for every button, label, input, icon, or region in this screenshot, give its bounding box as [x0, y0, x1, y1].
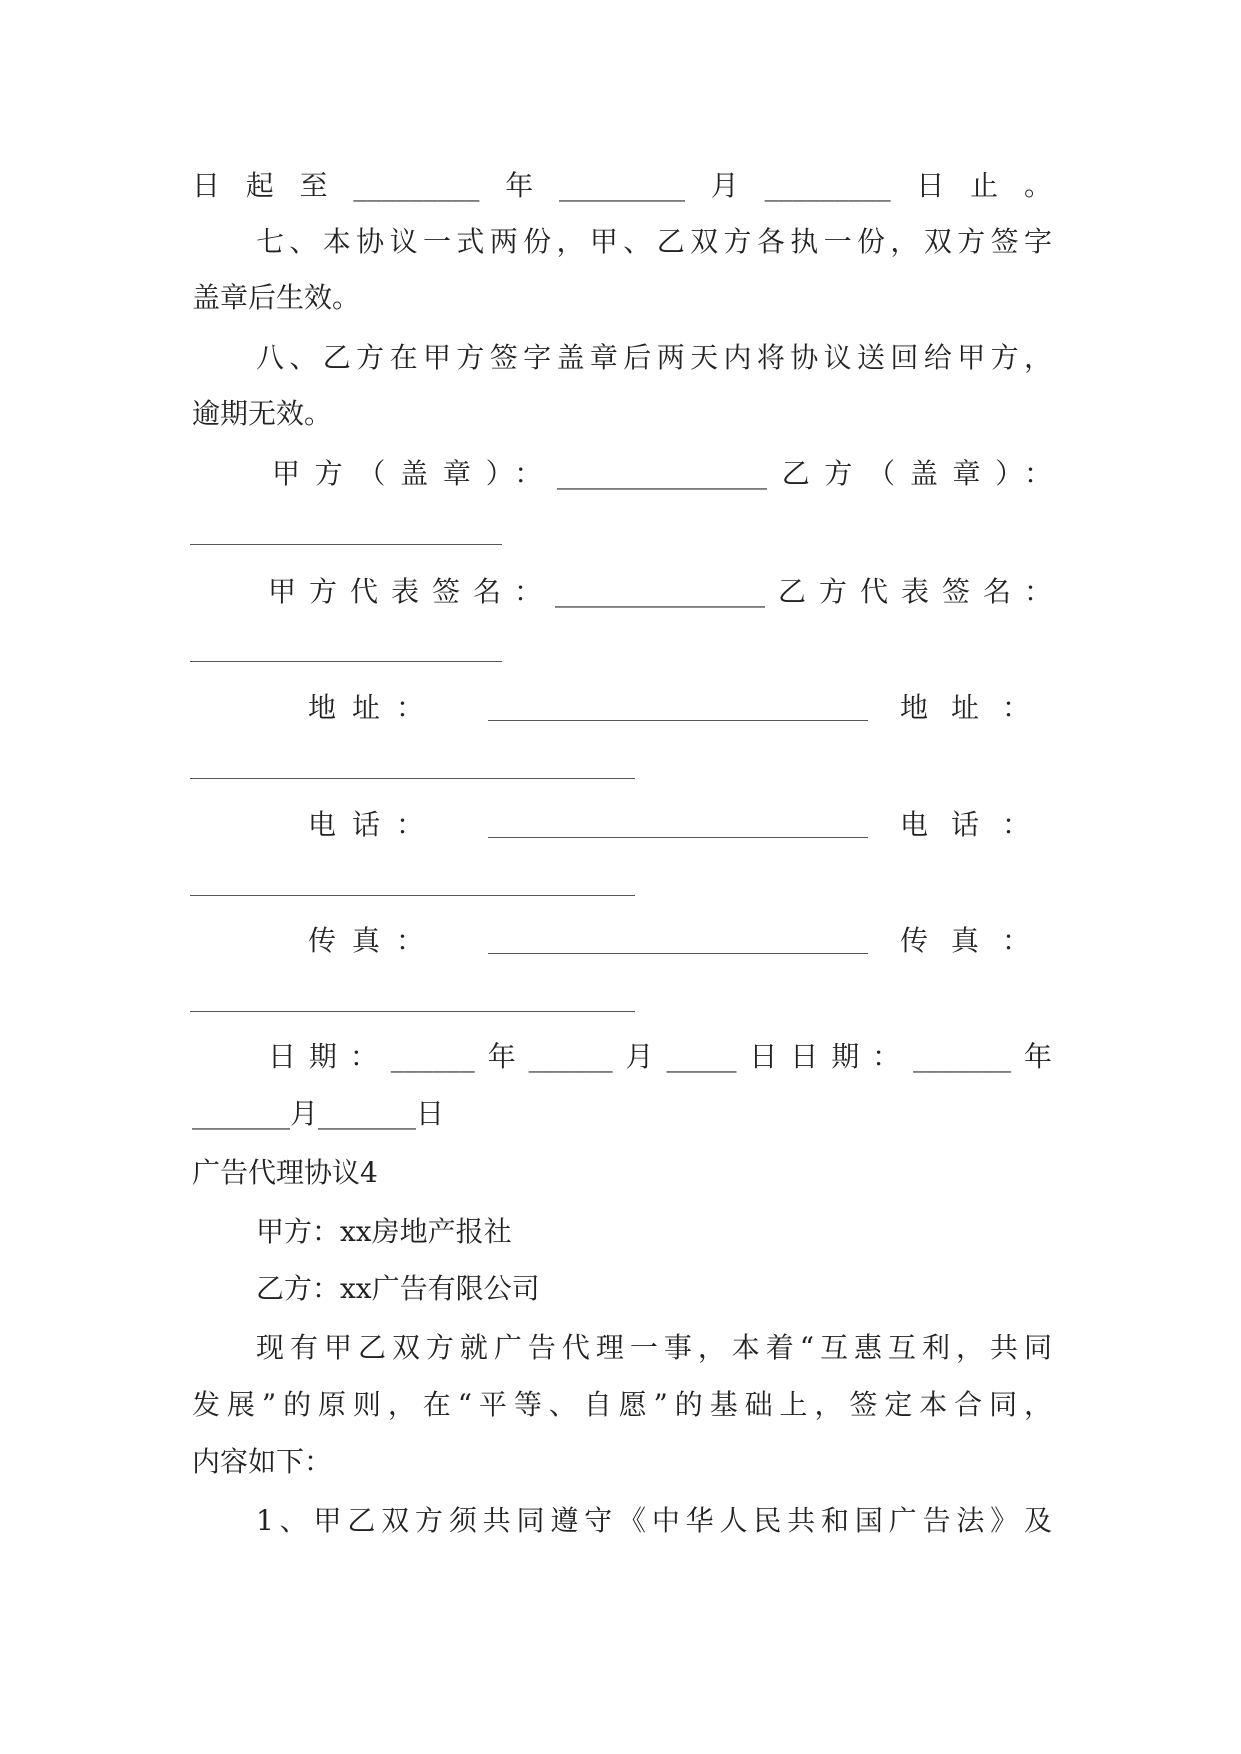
party-a-name: 甲方：xx房地产报社	[256, 1215, 512, 1248]
date-line-1: 日期：______年______月_____日日期：_______年	[268, 1040, 1052, 1073]
contract-term-end-line: 日起至_________年_________月_________日止。	[192, 169, 1052, 202]
representative-signature-line: 甲方代表签名：_______________乙方代表签名：	[268, 575, 1052, 608]
party-b-fax-blank	[190, 1011, 635, 1012]
party-b-address-label: 地址：	[900, 691, 1030, 724]
preamble-line-1: 现有甲乙双方就广告代理一事，本着“互惠互利，共同	[256, 1331, 1052, 1364]
party-a-address-label: 地址：	[308, 691, 424, 724]
clause-7-line-1: 七、本协议一式两份，甲、乙双方各执一份，双方签字	[256, 225, 1052, 258]
party-b-name: 乙方：xx广告有限公司	[256, 1272, 540, 1305]
clause-7-line-2: 盖章后生效。	[192, 281, 361, 314]
section-title: 广告代理协议4	[192, 1156, 378, 1189]
date-line-2: _______月_______日	[192, 1097, 445, 1130]
party-a-fax-blank	[488, 953, 868, 954]
party-b-signature-blank	[190, 661, 502, 662]
party-b-seal-blank	[190, 544, 502, 545]
clause-1-line-1: 1、甲乙双方须共同遵守《中华人民共和国广告法》及	[256, 1504, 1052, 1537]
party-b-fax-label: 传真：	[900, 924, 1030, 957]
party-a-seal-line: 甲方（盖章）：_______________乙方（盖章）：	[272, 457, 1052, 490]
party-b-address-blank	[190, 778, 635, 779]
party-a-phone-blank	[488, 837, 868, 838]
preamble-line-3: 内容如下：	[192, 1445, 333, 1478]
party-a-phone-label: 电话：	[308, 808, 424, 841]
clause-8-line-2: 逾期无效。	[192, 397, 333, 430]
preamble-line-2: 发展”的原则，在“平等、自愿”的基础上，签定本合同，	[192, 1388, 1052, 1421]
party-b-phone-label: 电话：	[900, 808, 1030, 841]
party-a-address-blank	[488, 720, 868, 721]
party-b-phone-blank	[190, 895, 635, 896]
party-a-fax-label: 传真：	[308, 924, 424, 957]
clause-8-line-1: 八、乙方在甲方签字盖章后两天内将协议送回给甲方，	[256, 341, 1052, 374]
